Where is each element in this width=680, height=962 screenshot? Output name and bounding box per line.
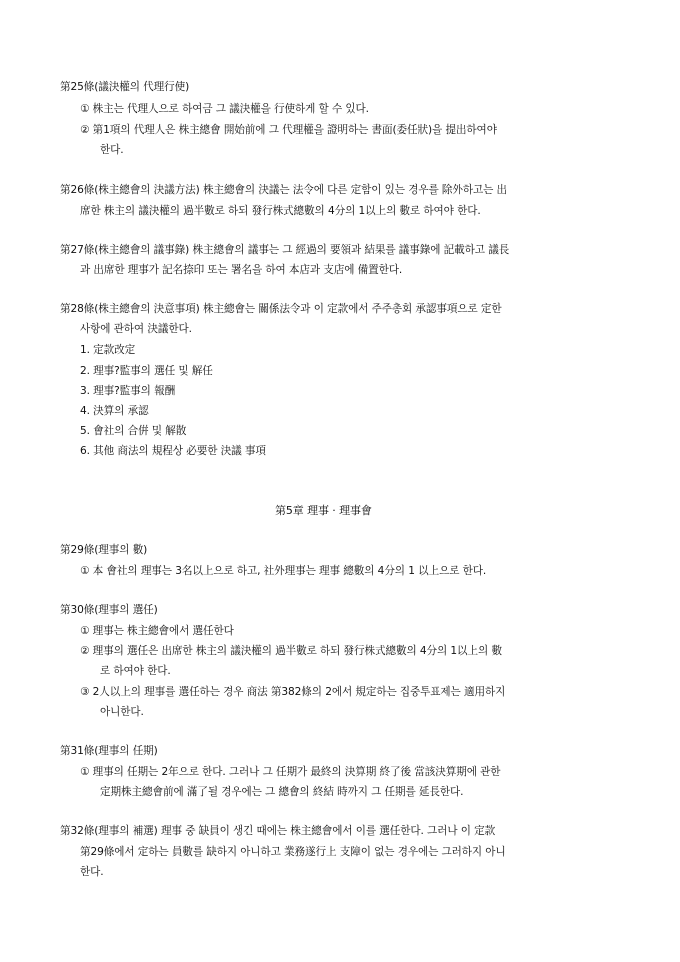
article-25-item-1: ① 株主는 代理人으로 하여금 그 議決權을 行使하게 할 수 있다. bbox=[80, 103, 369, 115]
article-30-item-2-cont: 로 하여야 한다. bbox=[100, 665, 171, 677]
article-25-heading: 第25條(議決權의 代理行使) bbox=[60, 81, 190, 93]
article-31-item-1: ① 理事의 任期는 2年으로 한다. 그러나 그 任期가 最終의 決算期 終了後 當該決算期에 관한 bbox=[80, 766, 501, 778]
article-30-item-3: ③ 2人以上의 理事를 選任하는 경우 商法 第382條의 2에서 規定하는 집중투표제는 適用하지 bbox=[80, 686, 506, 698]
article-26-line-1: 第26條(株主總會의 決議方法) 株主總會의 決議는 法令에 다른 定함이 있는 경우를 除外하고는 出 bbox=[60, 184, 508, 196]
article-28-list-item: 2. 理事?監事의 選任 및 解任 bbox=[80, 365, 213, 377]
article-28-list-item: 1. 定款改定 bbox=[80, 344, 136, 356]
article-32-line-1: 第32條(理事의 補選) 理事 중 缺員이 생긴 때에는 株主總會에서 이를 選任한다. 그러나 이 定款 bbox=[60, 825, 496, 837]
chapter-title: 第5章 理事 · 理事會 bbox=[275, 504, 372, 517]
article-28-line-2: 사항에 관하여 決議한다. bbox=[80, 323, 192, 335]
article-28-list-item: 5. 會社의 合倂 및 解散 bbox=[80, 425, 187, 437]
article-31-item-1-cont: 定期株主總會前에 滿了될 경우에는 그 總會의 終結 時까지 그 任期를 延長한다. bbox=[100, 786, 464, 798]
article-31-heading: 第31條(理事의 任期) bbox=[60, 745, 158, 757]
article-30-item-1: ① 理事는 株主總會에서 選任한다 bbox=[80, 625, 234, 637]
article-28-line-1: 第28條(株主總會의 決意事項) 株主總會는 關係法令과 이 定款에서 주주총회 承認事項으로 定한 bbox=[60, 303, 502, 315]
article-27-line-1: 第27條(株主總會의 議事錄) 株主總會의 議事는 그 經過의 要領과 結果를 議事錄에 記載하고 議長 bbox=[60, 244, 510, 256]
article-29-item-1: ① 本 會社의 理事는 3名以上으로 하고, 社外理事는 理事 總數의 4分의 1 以上으로 한다. bbox=[80, 565, 487, 577]
article-30-heading: 第30條(理事의 選任) bbox=[60, 604, 158, 616]
article-29-heading: 第29條(理事의 數) bbox=[60, 544, 148, 556]
article-25-item-2-cont: 한다. bbox=[100, 144, 124, 156]
article-32-line-3: 한다. bbox=[80, 866, 104, 878]
article-30-item-3-cont: 아니한다. bbox=[100, 706, 144, 718]
article-26-line-2: 席한 株主의 議決權의 過半數로 하되 發行株式總數의 4分의 1以上의 數로 하여야 한다. bbox=[80, 205, 481, 217]
article-28-list-item: 3. 理事?監事의 報酬 bbox=[80, 385, 176, 397]
article-32-line-2: 第29條에서 定하는 員數를 缺하지 아니하고 業務遂行上 支障이 없는 경우에는 그러하지 아니 bbox=[80, 846, 506, 858]
article-28-list-item: 6. 其他 商法의 規程상 必要한 決議 事項 bbox=[80, 445, 266, 457]
article-30-item-2: ② 理事의 選任은 出席한 株主의 議決權의 過半數로 하되 發行株式總數의 4分의 1以上의 數 bbox=[80, 645, 502, 657]
article-25-item-2: ② 第1項의 代理人은 株主總會 開始前에 그 代理權을 證明하는 書面(委任狀)을 提出하여야 bbox=[80, 124, 497, 136]
article-28-list-item: 4. 決算의 承認 bbox=[80, 405, 149, 417]
article-27-line-2: 과 出席한 理事가 記名捺印 또는 署名을 하여 本店과 支店에 備置한다. bbox=[80, 264, 403, 276]
